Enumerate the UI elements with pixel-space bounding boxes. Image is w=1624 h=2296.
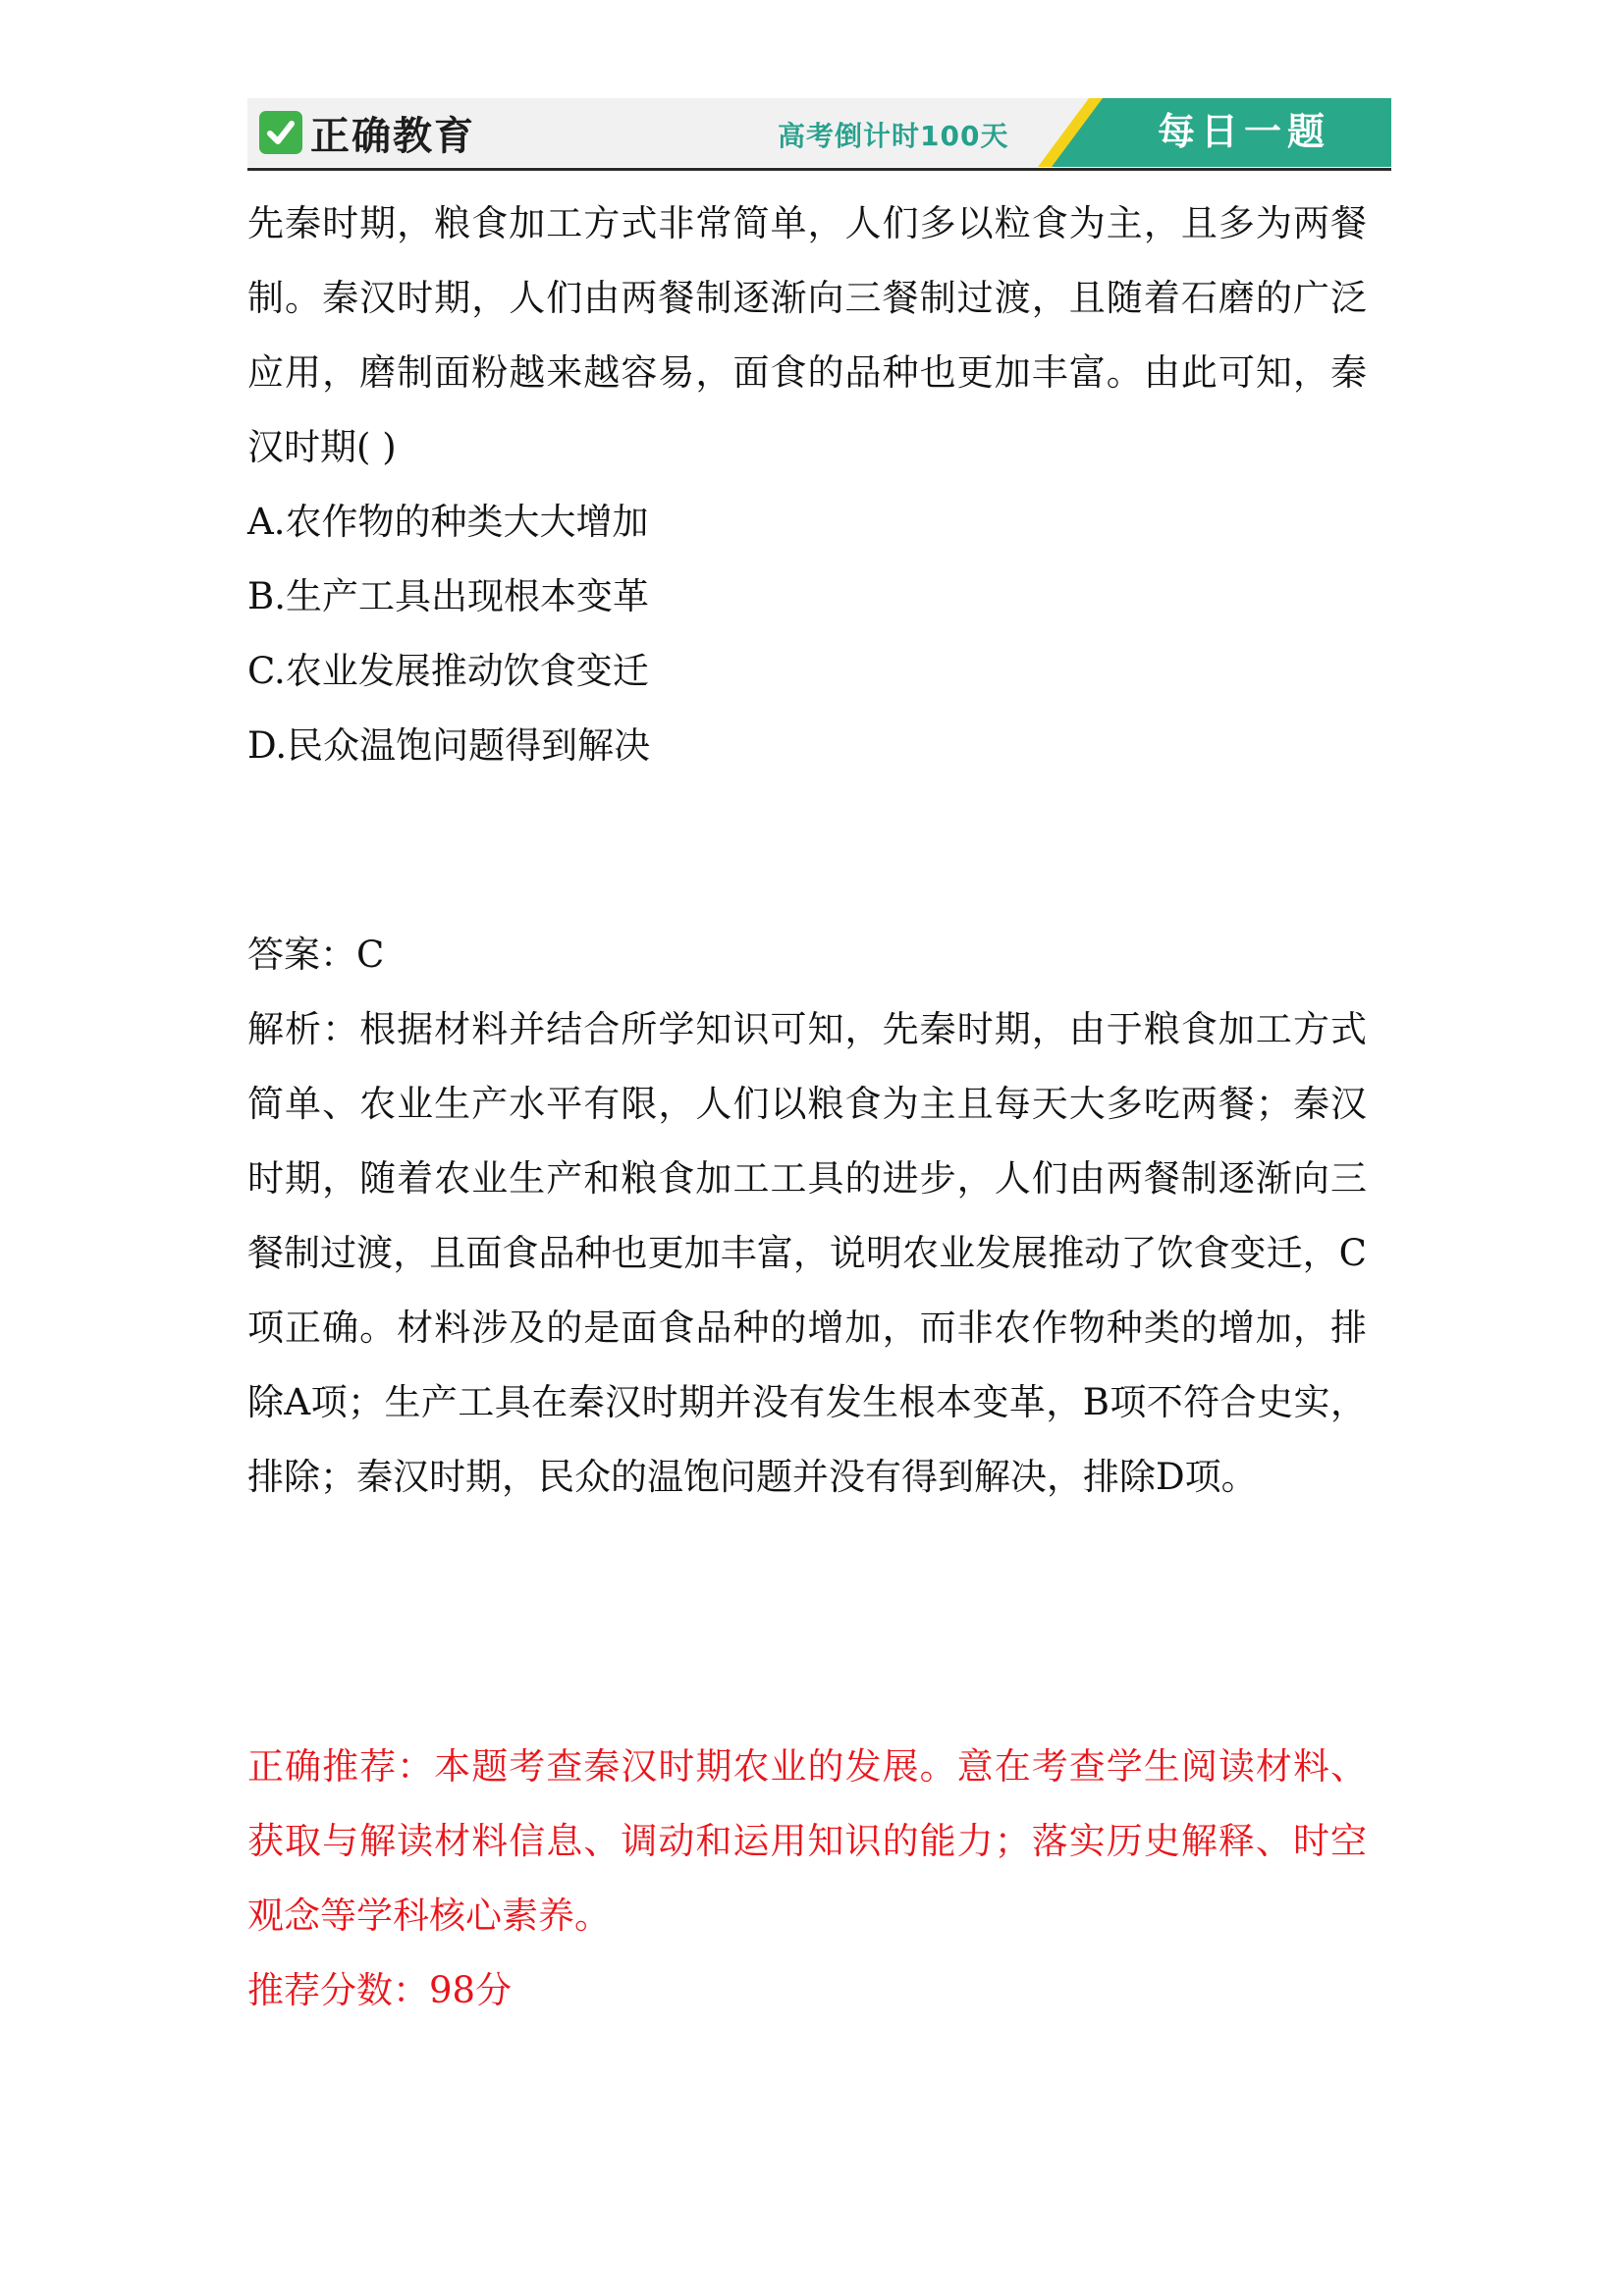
recommend-block [247, 1730, 1367, 2028]
question-block [247, 187, 1367, 783]
option-c: C.农业发展推动饮食变迁 [247, 650, 649, 692]
question-stem: 先秦时期，粮食加工方式非常简单，人们多以粒食为主，且多为两餐制。秦汉时期，人们由两餐制逐渐向三餐制过渡，且随着石磨的广泛应用，磨制面粉越来越容易，面食的品种也更加丰富。由此可知，秦汉时期( ) [247, 202, 1367, 468]
daily-question-badge [1038, 98, 1391, 167]
brand-name: 正确教育 [310, 113, 475, 159]
answer-analysis: 解析：根据材料并结合所学知识可知，先秦时期，由于粮食加工方式简单、农业生产水平有限，人们以粮食为主且每天大多吃两餐；秦汉时期，随着农业生产和粮食加工工具的进步，人们由两餐制逐渐向三餐制过渡，且面食品种也更加丰富，说明农业发展推动了饮食变迁，C项正确。材料涉及的是面食品种的增加，而非农作物种类的增加，排除A项；生产工具在秦汉时期并没有发生根本变革，B项不符合史实，排除；秦汉时期，民众的温饱问题并没有得到解决，排除D项。 [247, 1008, 1367, 1498]
answer-label: 答案：C [247, 934, 385, 976]
recommend-text: 正确推荐：本题考查秦汉时期农业的发展。意在考查学生阅读材料、获取与解读材料信息、调动和运用知识的能力；落实历史解释、时空观念等学科核心素养。 [247, 1745, 1367, 1937]
header-divider [247, 168, 1391, 171]
option-a: A.农作物的种类大大增加 [247, 501, 649, 543]
option-b: B.生产工具出现根本变革 [247, 575, 649, 617]
answer-block [247, 918, 1367, 1515]
header-banner [247, 98, 1391, 167]
daily-question-label: 每日一题 [1157, 110, 1330, 153]
brand-logo [259, 108, 475, 157]
check-icon [259, 111, 302, 154]
recommend-score: 推荐分数：98分 [247, 1969, 513, 2011]
countdown-label: 高考倒计时100天 [778, 120, 1009, 152]
option-d: D.民众温饱问题得到解决 [247, 724, 651, 767]
